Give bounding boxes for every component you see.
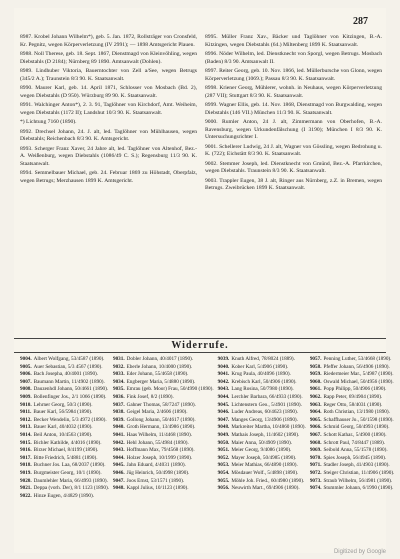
revocation-number: 9020.	[20, 477, 32, 484]
revocation-item	[113, 462, 214, 470]
revocation-text: Dobler Johann, 40/4017 (1890).	[126, 356, 194, 362]
revocation-text: Seibold Anna, 55/1578 (1890).	[323, 447, 388, 454]
announcement-footnote: *) Lichtung 7160 (1890).	[20, 119, 77, 125]
digitized-watermark: Digitized by Google	[333, 549, 386, 555]
announcement-entry: 8988. Noll Therese, geb. 18. Sept. 1867, Dienstmagd von Kleinvöhling, wegen Diebstahls (D 2184); Nürnberg 89 1890. Amtsanwalt (Dohlen).	[20, 51, 197, 65]
revocation-number: 9068.	[309, 439, 322, 446]
revocation-text: Schott Kathar., 5/4900 (1890).	[323, 431, 387, 438]
revocation-item	[218, 371, 306, 379]
revocation-text: Kober Karl, 5/4906 (1890).	[231, 363, 289, 370]
revocation-text: Krebisch Karl, 50/4906 (1890).	[231, 378, 297, 385]
revocation-column	[113, 356, 214, 546]
announcement-entry: 8996. Nöder Wilhelm, led. Dienstknecht von Sporgl, wegen Betrugs. Mosbach (Baden) 8/3 90. Amtsanwalt II.	[205, 51, 382, 65]
page-number: 287	[353, 16, 368, 27]
revocation-item	[113, 470, 214, 478]
revocation-number: 9041.	[217, 371, 230, 378]
revocation-number: 9062.	[309, 393, 322, 400]
revocation-item	[20, 371, 109, 379]
revocation-item	[218, 432, 306, 440]
revocation-text: Schmid Georg, 50/4993 (1890).	[323, 424, 390, 431]
revocation-text: Jüg Heinrich, 50/4998 (1890).	[126, 469, 190, 476]
announcement-entry: 8998. Kriener Georg, Mühlerer, wohnh. in Neuhaus, wegen Körperverletzung (287 VII); Stuttgart 8/3 90. K. Staatsanwalt.	[205, 85, 382, 99]
revocation-number: 9067.	[309, 431, 322, 438]
revocation-number: 9033.	[112, 371, 125, 378]
revocation-number: 9035.	[112, 386, 125, 393]
announcement-entry: 8993. Scherger Franz Xaver, 24 Jahre alt, led. Taglöhner von Altenhof, Bez.-A. Weißenburg, wegen Diebstahls (1086/49 C. S.); Regensburg 11/3 90. K. Staatsanwalt.	[20, 145, 197, 167]
revocation-number: 9011.	[20, 409, 32, 416]
revocation-number: 9052.	[217, 454, 230, 461]
revocation-number: 9013.	[20, 424, 32, 431]
revocation-number: 9022.	[20, 492, 32, 499]
revocation-number: 9043.	[112, 447, 125, 454]
announcement-entry: 8990. Maurer Karl, geb. 14. April 1871, Schlosser von Mosbach (Bd. 2), wegen Diebstahls (D 950). Würzburg 89 90. K. Staatsanwalt.	[20, 85, 197, 99]
revocation-column	[20, 356, 109, 546]
revocation-text: Mösdauer Wolf., 5/4898 (1890).	[231, 469, 299, 476]
revocation-number: 9008.	[20, 386, 32, 393]
revocation-item	[310, 432, 395, 440]
revocation-text: Joos Ernst, 53/1571 (1890).	[126, 477, 185, 484]
revocation-number: 9044.	[112, 454, 125, 461]
revocation-item	[20, 432, 109, 440]
revocation-number: 9047.	[112, 477, 125, 484]
revocation-text: Albert Wolfgang, 53/4587 (1890).	[33, 356, 105, 362]
revocation-item	[218, 386, 306, 394]
revocation-item	[310, 447, 395, 455]
revocation-item	[20, 493, 109, 501]
revocation-text: Lerchler Barbara, 66/4933 (1890).	[231, 393, 303, 400]
revocation-number: 9063.	[309, 401, 322, 408]
revocation-number: 9005.	[20, 363, 32, 370]
revocation-text: Neuwirth Mart., 69/4906 (1890).	[231, 485, 300, 492]
revocation-number: 9010.	[20, 401, 32, 408]
revocation-text: Schaffhauser Jo., 50/1598 (1890).	[323, 416, 394, 423]
revocation-number: 9046.	[112, 469, 125, 476]
revocation-number: 9037.	[112, 401, 125, 408]
revocation-item	[310, 440, 395, 448]
revocation-text: Birzer Michael, 8/4199 (1890).	[33, 447, 99, 454]
revocation-item	[310, 462, 395, 470]
revocation-text: Holzer Joseph, 10/1999 (1890).	[126, 454, 193, 461]
revocation-text: Stadler Joseph, 41/4903 (1890).	[323, 462, 390, 469]
revocation-text: Lehrner Georg, 50/3 (1890).	[33, 401, 93, 408]
revocation-item	[113, 394, 214, 402]
revocation-text: Krug Paula, 40/4096 (1890).	[231, 371, 291, 378]
section-heading: Widerrufe.	[14, 338, 386, 353]
revocation-text: Luder Andreas, 60/4623 (1890).	[231, 409, 299, 416]
revocation-text: Buchner Jos. Laa, 68/2037 (1890).	[33, 462, 106, 469]
announcement-entry: 8999. Wagner Ellis, geb. 14. Nov. 1868, Dienstmagd von Burgwalding, wegen Diebstahls (146 VII.) München 11/3 90. K. Staatsanwalt.	[205, 102, 382, 116]
revocation-text: Schrott Paul, 74/8447 (1889).	[323, 439, 386, 446]
revocation-item	[113, 447, 214, 455]
revocation-item	[20, 478, 109, 486]
revocation-text: Jahn Eduard, 4/4031 (1890).	[126, 462, 186, 469]
revocation-list	[20, 356, 395, 546]
revocation-item	[113, 371, 214, 379]
revocation-text: Riedermeier Mar., 5/4987 (1890).	[323, 371, 394, 378]
revocation-item	[20, 356, 109, 364]
revocation-item	[218, 478, 306, 486]
revocation-item	[310, 356, 395, 364]
announcement-entry: 9002. Stemmer Joseph, led. Dienstknecht von Gmünd, Bez.-A. Pfarrkirchen, wegen Diebstahls. Traunstein 8/3 90. K. Staatsanwalt.	[205, 160, 382, 174]
announcement-entry: 8987. Krobel Johann Wilhelm*), geb. 5. Jan. 1872, Rollsträger von Cronsfeld, Kr. Pegnitz, wegen Körperverletzung (IV 2991); — 1898 Amtsgericht Plauen.	[20, 34, 197, 48]
revocation-number: 9012.	[20, 416, 32, 423]
revocation-number: 9064.	[309, 409, 322, 416]
revocation-number: 9058.	[309, 363, 322, 370]
revocation-number: 9036.	[112, 393, 125, 400]
revocation-item	[113, 440, 214, 448]
announcement-entry: 8991. Walchinger Anton*), 2. 3. 91, Taglöhner von Kirchdorf, Amt. Weiheim, wegen Diebstahls (1172 II); Landshut 10/3 90. K. Staatsanwalt.	[20, 102, 197, 116]
revocation-text: Pfeffer Johann, 56/4906 (1890).	[323, 363, 390, 370]
revocation-text: Bollenfinger Jos., 2/1 1066 (1890).	[33, 393, 107, 400]
revocation-text: Burgmeister Georg, 10/1 (1890).	[33, 469, 102, 476]
revocation-number: 9060.	[309, 378, 322, 385]
revocation-item	[218, 394, 306, 402]
revocation-number: 9040.	[217, 363, 230, 370]
revocation-text: Meier Mathias, 66/4890 (1890).	[231, 462, 298, 469]
revocation-number: 9032.	[112, 363, 125, 370]
revocation-text: Emrau (geb. Moor) Frau, 50/4990 (1890).	[126, 386, 214, 393]
revocation-text: Rapp Peter, 69/4904 (1890).	[323, 393, 383, 400]
revocation-item	[113, 424, 214, 432]
revocation-text: Hinze Eugen, 4/4829 (1890).	[33, 492, 95, 499]
revocation-number: 9016.	[20, 447, 32, 454]
revocation-item	[218, 424, 306, 432]
revocation-item	[310, 485, 395, 493]
revocation-text: Daumlehler Maria, 66/4993 (1890).	[33, 477, 108, 484]
revocation-number: 9043.	[217, 386, 230, 393]
revocation-text: Dauzenhdl Johann, 50/4661 (1890).	[33, 386, 109, 393]
revocation-number: 9034.	[112, 378, 125, 385]
revocation-item	[20, 462, 109, 470]
announcement-entry: 8989. Lindhuber Viktoria, Bauerntochter von Zell a/See, wegen Betrugs (345/2 A.); Traunstein 8/3 90. K. Staatsanwalt.	[20, 68, 197, 82]
revocation-text: Spies Joseph, 56/4945 (1890).	[323, 454, 387, 461]
revocation-item	[218, 447, 306, 455]
revocation-item	[20, 409, 109, 417]
revocation-number: 9014.	[20, 431, 32, 438]
announcement-column-left	[20, 34, 197, 336]
gazette-page	[14, 8, 395, 553]
revocation-item	[218, 462, 306, 470]
revocation-item	[20, 440, 109, 448]
announcements	[20, 34, 382, 336]
revocation-text: Geigel Maria, 2/4606 (1890).	[126, 409, 188, 416]
revocation-text: Knuth Alfred, 78/8024 (1889).	[231, 356, 295, 362]
revocation-text: Mathais Joseph, 11/4602 (1890).	[231, 431, 300, 438]
revocation-number: 9004.	[20, 356, 32, 362]
revocation-item	[218, 470, 306, 478]
revocation-text: Fink Josef, 8/2 (1890).	[126, 393, 174, 400]
revocation-text: Reger Otto, 58/4031 (1890).	[323, 401, 383, 408]
revocation-text: Bauer Karl, 40/4032 (1890).	[33, 424, 93, 431]
revocation-item	[113, 485, 214, 493]
revocation-item	[218, 440, 306, 448]
revocation-text: Manges Georg, 13/4906 (1890).	[231, 416, 298, 423]
revocation-number: 9072.	[309, 469, 322, 476]
revocation-text: Hoffmann Max, 79/4568 (1890).	[126, 447, 195, 454]
revocation-text: Meier Georg, 9/4086 (1890).	[231, 447, 292, 454]
revocation-text: Gollong Johann, 50/4617 (1890).	[126, 416, 196, 423]
revocation-number: 9047.	[217, 416, 230, 423]
revocation-number: 9021.	[20, 485, 32, 492]
revocation-item	[20, 447, 109, 455]
revocation-text: Auer Sebastian, 5/3 4567 (1890).	[33, 363, 103, 370]
revocation-text: Becker Wendelin, 5/3 4972 (1890).	[33, 416, 107, 423]
revocation-number: 9070.	[309, 454, 322, 461]
revocation-item	[20, 485, 109, 493]
revocation-text: Deppa (vorh. Der), 8/1 1123 (1890).	[33, 485, 109, 492]
revocation-number: 9045.	[217, 401, 230, 408]
revocation-number: 9049.	[217, 431, 230, 438]
announcement-column-right	[205, 34, 382, 336]
revocation-number: 9039.	[217, 356, 230, 362]
revocation-item	[218, 409, 306, 417]
revocation-text: Roth Christian, 13/1980 (1890).	[323, 409, 390, 416]
revocation-number: 9040.	[112, 424, 125, 431]
revocation-number: 9071.	[309, 462, 322, 469]
revocation-column	[310, 356, 395, 546]
revocation-item	[310, 386, 395, 394]
revocation-number: 9009.	[20, 393, 32, 400]
revocation-text: Kappl Julius, 10/1123 (1890).	[126, 485, 189, 492]
revocation-item	[113, 432, 214, 440]
revocation-text: Möhle Joh. Fried., 60/4980 (1890).	[231, 477, 305, 484]
revocation-text: Groth Hermann, 13/4986 (1890).	[126, 424, 196, 431]
revocation-text: Maier Anna, 50/4909 (1890).	[231, 439, 292, 446]
revocation-number: 9073.	[309, 477, 322, 484]
revocation-number: 9045.	[112, 462, 125, 469]
revocation-number: 9055.	[217, 477, 230, 484]
revocation-text: Bach Josepha, 40/4001 (1890).	[33, 371, 99, 378]
announcement-entry: 8992. Drechsel Johann, 24. J. alt, led. Taglöhner von Mühlhausen, wegen Diebstahls; Reichenbach 8/3 90. K. Amtsgericht.	[20, 128, 197, 142]
announcement-entry: 8994. Semmelbauer Michael, geb. 24. Februar 1869 zu Höhstadt, Oberpfalz, wegen Betrugs; Merzhausen 1899 K. Amtsgericht.	[20, 170, 197, 184]
revocation-number: 9061.	[309, 386, 322, 393]
revocation-number: 9017.	[20, 454, 32, 461]
revocation-item	[113, 478, 214, 486]
revocation-text: Eder Johann, 55/4658 (1890).	[126, 371, 189, 378]
revocation-item	[218, 356, 306, 364]
revocation-item	[310, 478, 395, 486]
revocation-item	[20, 386, 109, 394]
revocation-item	[113, 356, 214, 364]
revocation-number: 9038.	[112, 409, 125, 416]
revocation-text: Haas Wilhelm, 11/4468 (1890).	[126, 431, 192, 438]
revocation-number: 9046.	[217, 409, 230, 416]
revocation-number: 9015.	[20, 439, 32, 446]
revocation-text: Baumann Martin, 11/4902 (1890).	[33, 378, 105, 385]
revocation-item	[113, 409, 214, 417]
revocation-text: Stummler Johann, 6/1990 (1890).	[323, 485, 394, 492]
revocation-number: 9059.	[309, 371, 322, 378]
revocation-number: 9074.	[309, 485, 322, 492]
revocation-item	[310, 424, 395, 432]
revocation-text: Lichtenstern Geo., 5/4901 (1890).	[231, 401, 302, 408]
revocation-number: 9048.	[112, 485, 125, 492]
revocation-text: Steiger Christian, 11/4906 (1890).	[323, 469, 395, 476]
revocation-column	[218, 356, 306, 546]
revocation-number: 9041.	[112, 431, 125, 438]
revocation-text: Eberle Johann, 10/4000 (1890).	[126, 363, 193, 370]
revocation-number: 9048.	[217, 424, 230, 431]
revocation-item	[20, 424, 109, 432]
revocation-text: Straub Wilhelm, 56/4981 (1890).	[323, 477, 393, 484]
announcement-entry: 8997. Reiter Georg, geb. 10. Nov. 1866, led. Müllerbursche von Glonn, wegen Körperverletzung (1069.); Passau 8/3 90. K. Staatsanwalt.	[205, 68, 382, 82]
announcement-entry: 9001. Schellerer Ludwig, 24 J. alt, Wagner von Gössling, wegen Bedrohung u. K. (722); Eichstätt 8/3 90. K. Staatsanwalt.	[205, 143, 382, 157]
revocation-item	[20, 394, 109, 402]
revocation-text: Gahner Thomas, 58/7247 (1890).	[126, 401, 196, 408]
revocation-text: Beil Anton, 10/4563 (1890).	[33, 431, 93, 438]
revocation-number: 9054.	[217, 469, 230, 476]
revocation-number: 9042.	[217, 378, 230, 385]
revocation-text: Oswald Michael, 50/4956 (1890).	[323, 378, 394, 385]
revocation-number: 9066.	[309, 424, 322, 431]
revocation-text: Popp Philipp, 50/4906 (1890).	[323, 386, 387, 393]
revocation-number: 9050.	[217, 439, 230, 446]
revocation-item	[310, 394, 395, 402]
revocation-item	[310, 409, 395, 417]
revocation-number: 9069.	[309, 447, 322, 454]
revocation-number: 9051.	[217, 447, 230, 454]
revocation-number: 9039.	[112, 416, 125, 423]
revocation-item	[310, 470, 395, 478]
revocation-number: 9057.	[309, 356, 322, 362]
revocation-number: 9053.	[217, 462, 230, 469]
revocation-number: 9018.	[20, 462, 32, 469]
revocation-text: Markreiter Martha, 10/4860 (1890).	[231, 424, 306, 431]
revocation-item	[218, 485, 306, 493]
announcement-entry: 8995. Müller Franz Xav., Bäcker und Taglöhner von Kitzingen, B.-A. Kitzingen, wegen Diebstahls (64.) Miltenberg 1899 K. Staatsanwalt.	[205, 34, 382, 48]
revocation-number: 9006.	[20, 371, 32, 378]
revocation-number: 9007.	[20, 378, 32, 385]
revocation-text: Lang Rosina, 50/7980 (1890).	[231, 386, 294, 393]
revocation-text: Penning Luther, 53/4668 (1890).	[323, 356, 392, 362]
revocation-number: 9065.	[309, 416, 322, 423]
revocation-number: 9042.	[112, 439, 125, 446]
revocation-item	[310, 371, 395, 379]
revocation-text: Bauer Karl, 56/5984 (1890).	[33, 409, 93, 416]
revocation-item	[113, 386, 214, 394]
revocation-number: 9044.	[217, 393, 230, 400]
revocation-item	[20, 470, 109, 478]
revocation-number: 9056.	[217, 485, 230, 492]
revocation-number: 9019.	[20, 469, 32, 476]
announcement-entry: 9000. Rumler Anton, 24 J. alt, Zimmermann von Oberhofen, B.-A. Ravensburg, wegen Urkundenfälschung (I 3190); München I 8/3 90. K. Untersuchungsrichter I.	[205, 119, 382, 140]
revocation-number: 9031.	[112, 356, 125, 362]
revocation-text: Bitte Friedrich, 5/4881 (1890).	[33, 454, 98, 461]
revocation-text: Engberger Maria, 5/4880 (1890).	[126, 378, 196, 385]
revocation-text: Hehl Johann, 55/4984 (1890).	[126, 439, 189, 446]
revocation-text: Bichler Kathilde, 4/4016 (1890).	[33, 439, 102, 446]
revocation-text: Mayer Joseph, 50/4985 (1890).	[231, 454, 297, 461]
announcement-entry: 9003. Trappler Eugen, 38 J. alt, Ringer aus Nürnberg, z.Z. in Bremen, wegen Betrugs. Zweibrücken 1899 K. Staatsanwalt.	[205, 177, 382, 191]
